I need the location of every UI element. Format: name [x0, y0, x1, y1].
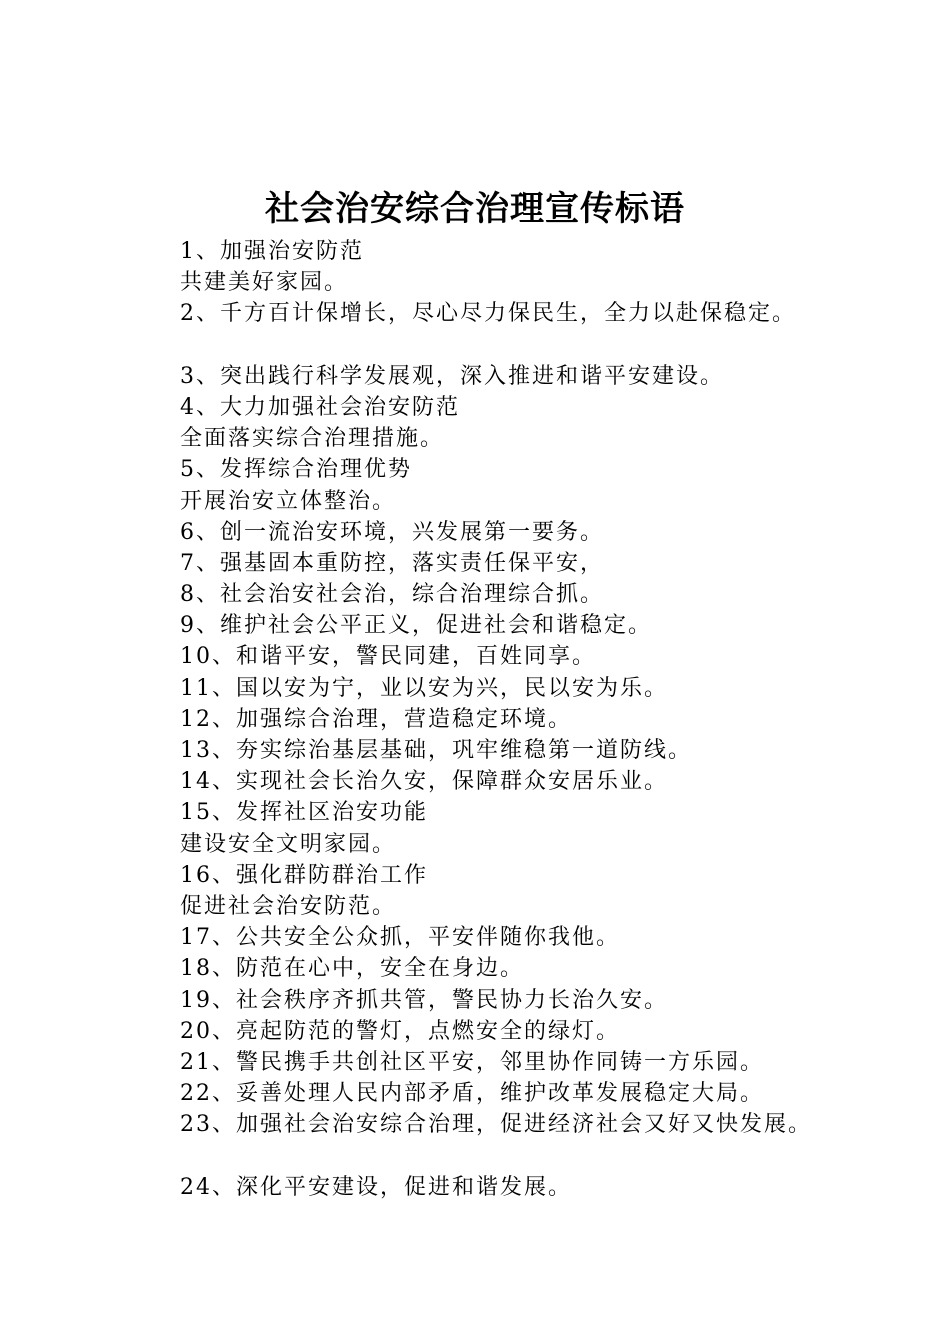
slogan-line: 12、加强综合治理，营造稳定环境。 — [180, 706, 572, 732]
slogan-line: 5、发挥综合治理优势 — [180, 457, 412, 483]
slogan-line: 建设安全文明家园。 — [180, 831, 397, 857]
slogan-line: 1、加强治安防范 — [180, 239, 364, 264]
slogan-line: 24、深化平安建设，促进和谐发展。 — [180, 1174, 572, 1200]
slogan-line: 13、夯实综治基层基础，巩牢维稳第一道防线。 — [180, 738, 692, 763]
slogan-line: 3、突出践行科学发展观，深入推进和谐平安建设。 — [180, 363, 724, 389]
slogan-line: 6、创一流治安环境，兴发展第一要务。 — [180, 519, 604, 545]
slogan-line: 11、国以安为宁，业以安为兴，民以安为乐。 — [180, 675, 668, 701]
slogan-line: 开展治安立体整治。 — [180, 488, 397, 514]
slogan-line: 7、强基固本重防控，落实责任保平安， — [180, 550, 604, 576]
slogan-line: 9、维护社会公平正义，促进社会和谐稳定。 — [180, 613, 652, 639]
slogan-line: 8、社会治安社会治，综合治理综合抓。 — [180, 582, 604, 608]
slogan-line: 14、实现社会长治久安，保障群众安居乐业。 — [180, 769, 668, 795]
slogan-list — [180, 236, 940, 1203]
slogan-line: 22、妥善处理人民内部矛盾，维护改革发展稳定大局。 — [180, 1081, 764, 1107]
slogan-line: 16、强化群防群治工作 — [180, 862, 428, 888]
slogan-line: 17、公共安全公众抓，平安伴随你我他。 — [180, 925, 620, 951]
slogan-line: 19、社会秩序齐抓共管，警民协力长治久安。 — [180, 987, 668, 1013]
blank-line — [180, 1140, 940, 1171]
slogan-line: 20、亮起防范的警灯，点燃安全的绿灯。 — [180, 1018, 620, 1044]
slogan-line: 18、防范在心中，安全在身边。 — [180, 956, 524, 982]
slogan-line: 15、发挥社区治安功能 — [180, 800, 428, 826]
blank-line — [180, 330, 940, 361]
slogan-line: 2、千方百计保增长，尽心尽力保民生，全力以赴保稳定。 — [180, 301, 796, 327]
slogan-line: 共建美好家园。 — [180, 270, 349, 296]
slogan-line: 4、大力加强社会治安防范 — [180, 394, 460, 420]
slogan-line: 21、警民携手共创社区平安，邻里协作同铸一方乐园。 — [180, 1049, 764, 1075]
document-title: 社会治安综合治理宣传标语 — [265, 189, 685, 229]
slogan-line: 全面落实综合治理措施。 — [180, 426, 445, 452]
slogan-line: 23、加强社会治安综合治理，促进经济社会又好又快发展。 — [180, 1112, 812, 1138]
slogan-line: 促进社会治安防范。 — [180, 893, 397, 919]
slogan-line: 10、和谐平安，警民同建，百姓同享。 — [180, 644, 596, 670]
